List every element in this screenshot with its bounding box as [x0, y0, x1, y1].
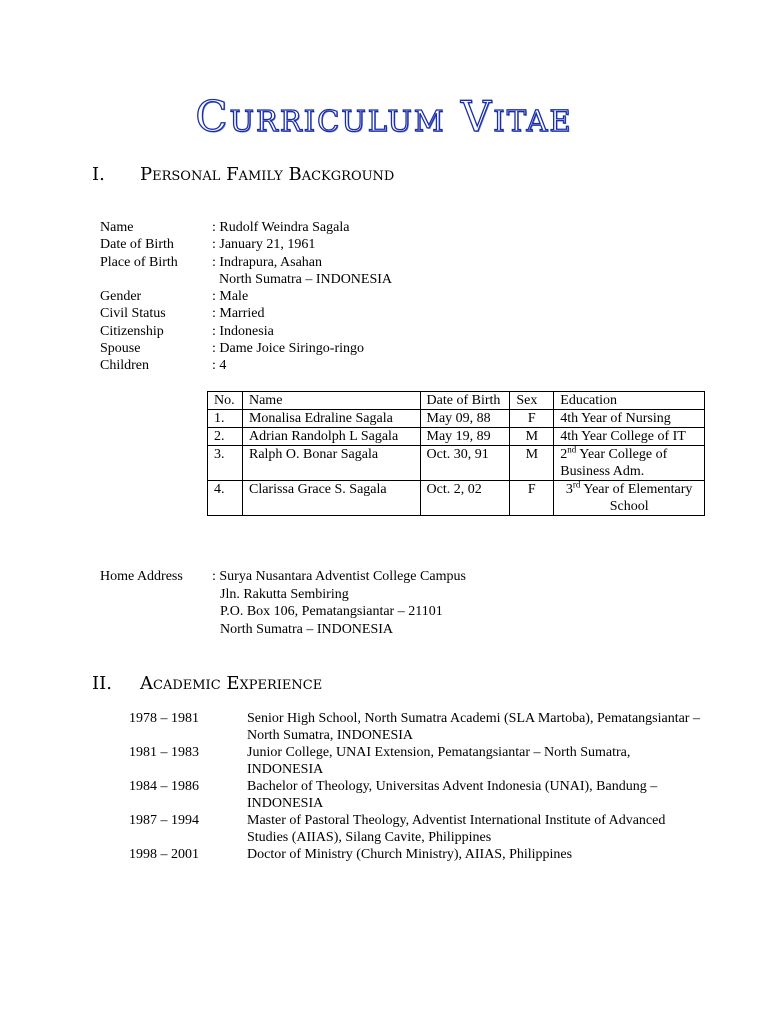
academic-years: 1978 – 1981	[129, 711, 199, 726]
column-header-no: No.	[208, 392, 243, 410]
cell-dob: Oct. 2, 02	[420, 481, 510, 516]
ordinal-number: 3	[565, 482, 573, 497]
home-address	[100, 568, 660, 638]
column-header-education: Education	[554, 392, 705, 410]
address-line: North Sumatra – INDONESIA	[220, 621, 394, 637]
academic-entry	[129, 778, 709, 812]
detail-value: : 4	[212, 358, 227, 374]
cell-dob: May 19, 89	[420, 428, 510, 446]
address-row	[100, 621, 660, 639]
detail-label: Spouse	[100, 341, 141, 357]
detail-value: North Sumatra – INDONESIA	[212, 271, 393, 287]
ordinal-suffix: rd	[572, 479, 581, 490]
detail-value: : Rudolf Weindra Sagala	[212, 220, 350, 235]
section-heading-personal	[92, 164, 394, 186]
education-text: Year College of Business Adm.	[560, 447, 668, 479]
detail-label: Children	[100, 358, 149, 374]
address-label: Home Address	[100, 569, 183, 584]
detail-row	[100, 236, 660, 253]
table-row	[208, 410, 705, 428]
cell-name: Ralph O. Bonar Sagala	[242, 446, 420, 481]
detail-value: : January 21, 1961	[212, 237, 316, 253]
cell-education	[554, 446, 705, 481]
detail-row	[100, 219, 660, 236]
cell-name: Monalisa Edraline Sagala	[242, 410, 420, 428]
section-heading-academic	[92, 673, 322, 695]
table-row	[208, 481, 705, 516]
detail-row	[100, 323, 660, 340]
detail-label: Gender	[100, 289, 142, 305]
academic-entry	[129, 710, 709, 744]
education-text: Year of Elementary School	[580, 482, 693, 514]
section-title: Personal Family Background	[140, 164, 395, 185]
detail-label: Name	[100, 220, 134, 235]
address-row	[100, 568, 660, 586]
academic-years: 1998 – 2001	[129, 847, 199, 862]
address-line: : Surya Nusantara Adventist College Campus	[212, 569, 466, 584]
detail-label: Date of Birth	[100, 237, 174, 253]
cell-sex: M	[510, 446, 554, 481]
detail-value: : Indonesia	[212, 323, 274, 339]
detail-value: : Married	[212, 306, 265, 322]
personal-details	[100, 219, 660, 375]
detail-row	[100, 271, 660, 288]
academic-entry	[129, 846, 709, 863]
detail-row	[100, 254, 660, 271]
cell-dob: May 09, 88	[420, 410, 510, 428]
detail-value: : Male	[212, 289, 249, 305]
academic-description: Senior High School, North Sumatra Academi (SLA Martoba), Pematangsiantar – North Sumatra, INDONESIA	[247, 711, 700, 743]
academic-entry	[129, 812, 709, 846]
section-number: II.	[92, 673, 112, 694]
detail-value: : Dame Joice Siringo-ringo	[212, 341, 365, 357]
detail-label	[100, 271, 212, 288]
cell-dob: Oct. 30, 91	[420, 446, 510, 481]
cell-education: 4th Year College of IT	[554, 428, 705, 446]
address-line: Jln. Rakutta Sembiring	[220, 586, 349, 602]
ordinal-suffix: nd	[567, 444, 577, 455]
cell-name: Adrian Randolph L Sagala	[242, 428, 420, 446]
academic-years: 1987 – 1994	[129, 813, 199, 828]
cell-education	[554, 481, 705, 516]
column-header-dob: Date of Birth	[420, 392, 510, 410]
page-title: Curriculum Vitae	[195, 92, 573, 141]
cell-sex: F	[510, 410, 554, 428]
academic-years: 1984 – 1986	[129, 779, 199, 794]
cell-no: 2.	[208, 428, 243, 446]
academic-description: Master of Pastoral Theology, Adventist International Institute of Advanced Studies (AIIAS), Silang Cavite, Philippines	[247, 813, 666, 845]
address-line: P.O. Box 106, Pematangsiantar – 21101	[220, 604, 443, 619]
academic-description: Junior College, UNAI Extension, Pematangsiantar – North Sumatra, INDONESIA	[247, 745, 631, 777]
table-row	[208, 446, 705, 481]
column-header-name: Name	[242, 392, 420, 410]
academic-description: Doctor of Ministry (Church Ministry), AIIAS, Philippines	[247, 847, 573, 862]
detail-label: Civil Status	[100, 306, 166, 322]
detail-label: Citizenship	[100, 323, 164, 339]
detail-row	[100, 305, 660, 322]
detail-value: : Indrapura, Asahan	[212, 254, 323, 270]
cell-name: Clarissa Grace S. Sagala	[242, 481, 420, 516]
cell-no: 4.	[208, 481, 243, 516]
table-row	[208, 428, 705, 446]
address-row	[100, 603, 660, 621]
cell-sex: F	[510, 481, 554, 516]
academic-years: 1981 – 1983	[129, 745, 199, 760]
detail-row	[100, 288, 660, 305]
academic-description: Bachelor of Theology, Universitas Advent Indonesia (UNAI), Bandung – INDONESIA	[247, 779, 658, 811]
detail-row	[100, 357, 660, 374]
academic-list	[129, 710, 709, 863]
children-table	[207, 391, 705, 516]
section-number: I.	[92, 164, 105, 185]
table-header-row	[208, 392, 705, 410]
ordinal-number: 2	[560, 447, 568, 462]
column-header-sex: Sex	[510, 392, 554, 410]
detail-row	[100, 340, 660, 357]
cell-education: 4th Year of Nursing	[554, 410, 705, 428]
detail-label: Place of Birth	[100, 254, 178, 270]
section-title: Academic Experience	[140, 673, 323, 694]
cell-sex: M	[510, 428, 554, 446]
cell-no: 1.	[208, 410, 243, 428]
cell-no: 3.	[208, 446, 243, 481]
address-row	[100, 586, 660, 604]
academic-entry	[129, 744, 709, 778]
